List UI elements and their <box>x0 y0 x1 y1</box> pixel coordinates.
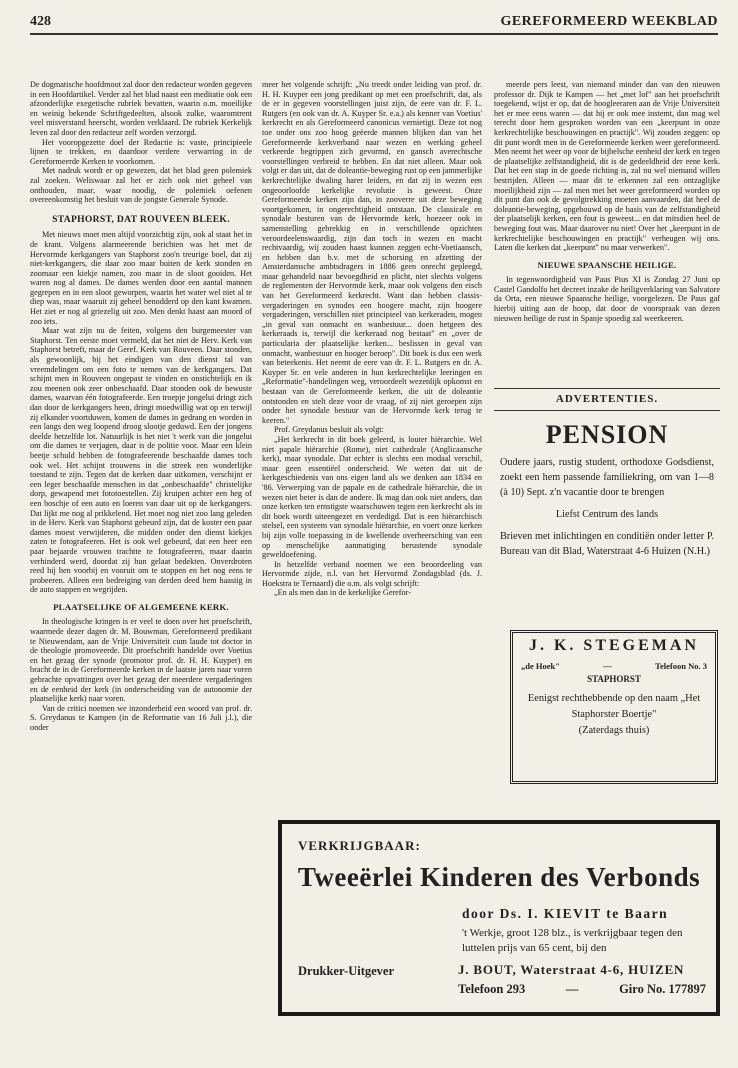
column-3 <box>494 80 720 385</box>
stegeman-text-1: Eenigst rechthebbende op den naam „Het Staphorster Boertje" <box>527 693 701 720</box>
verbonds-details: 't Werkje, groot 128 blz., is verkrijgbaar tegen den luttelen prijs van 65 cent, bij den <box>462 927 683 954</box>
paragraph: Met nieuws moet men altijd voorzichtig zijn, ook al staat het in de krant. Volgens alarmeerende berichten was het met de Hervormde kerkgangers van Staphorst zoo'n treurige boel, dat zij niet-kerkgangers, die daar zoo maar buiten de kerk stonden en zoomaar een kiekje namen, zoo maar in de sloot gooiden. Het waren nog al dames. De dames werden door een aantal mannen gegrepen en in een sloot geworpen, waarin het water wel niet al te diep was, maar waaruit zij geheel benodderd op den kant kwamen. Het ziet er nog al griezelig uit zoo. Men denkt haast aan moord of zoo iets. <box>30 230 252 326</box>
stegeman-contact-row <box>521 661 707 671</box>
pension-text-3: Brieven met inlichtingen en conditiën onder letter P. Bureau van dit Blad, Waterstraat 4-6 Huizen (N.H.) <box>500 531 714 557</box>
paragraph: Met nadruk wordt er op gewezen, dat het blad geen polemiek zal zoeken. Weliswaar zal het er zich ook niet geheel van onthouden, maar, waar noodig, de polemiek oefenen overeenkomstig het besluit van de jongste Generale Synode. <box>30 166 252 205</box>
pension-text-1: Oudere jaars, rustig student, orthodoxe Godsdienst, zoekt een hem passende familiekring, om van 1—8 (à 10) Sept. z'n vacantie door te brengen <box>500 457 714 498</box>
advertisement-rule-bottom <box>494 410 720 411</box>
stegeman-hoek: „de Hoek" <box>521 661 560 671</box>
verbonds-available: VERKRIJGBAAR: <box>298 838 421 853</box>
pension-ad <box>500 455 714 566</box>
paragraph: In theologische kringen is er veel te doen over het proefschrift, waarmede dezer dagen dr. M. Bouwman, Gereformeerd predikant te Nieuwendam, aan de Vrije Universiteit cum laude tot doctor in de theologie promoveerde. Dit proefschrift handelde over Voetius en het gezag der synode (promotor prof. dr. H. H. Kuyper) en bracht de in de Gereformeerde kerken in de laatste jaren naar voren gebrachte opvattingen over het gezag der meerdere vergaderingen en de eenheid der kerk (in onderscheiding van de autonomie der plaatselijke kerk) naar voren. <box>30 617 252 704</box>
paragraph: In tegenwoordigheid van Paus Pius XI is Zondag 27 Juni op Castel Gandolfo het decreet inzake de heiligverklaring van Salvatore da Orta, een nieuwe Spaansche heilige, voorgelezen. De Paus gaf hierbij uiting aan de hoop, dat door de voorspraak van dezen nieuwen heilige de rust in Spanje spoedig zal weerkeeren. <box>494 275 720 323</box>
page-number: 428 <box>30 14 51 29</box>
verbonds-dash: — <box>565 982 579 996</box>
paragraph: De dogmatische hoofdmoot zal door den redacteur worden gegeven in een Hoofdartikel. Verder zal het blad naast een meditatie ook een afzonderlijke exegetische rubriek bevatten, waarin o.m. moeilijke en weinig bekende Schriftgedeelten, alsook zulke, waaromtrent veel misverstand heerscht, worden verklaard. De rubriek Kerkelijk leven zal door den redacteur zelf worden verzorgd. <box>30 80 252 137</box>
verbonds-ad <box>278 820 720 1016</box>
stegeman-text <box>521 691 707 739</box>
article-heading-staphorst: STAPHORST, DAT ROUVEEN BLEEK. <box>52 213 230 225</box>
stegeman-telefoon: Telefoon No. 3 <box>655 661 707 671</box>
paragraph: Het vooropgezette doel der Redactie is: vaste, principieele lijnen te trekken, en daardoor verdere verwarring in de Gereformeerde Kerken te voorkomen. <box>30 137 252 166</box>
verbonds-publisher-label: Drukker-Uitgever <box>298 964 395 978</box>
paragraph: meerde pers leest, van niemand minder dan van den nieuwen professor dr. Dijk te Kampen — het „met lof" aan het proefschrift toegekend, wijst er op, dat de hoogleeraren aan de Vrije Universiteit het er mee eens waren — dat hij er ook mee instemt, dan mag wel terecht door hem gesproken worden van een „keerpunt in onze kerkrechtelijke beschouwingen en practijk". Wij zouden zeggen: op dit punt wordt men in de Gereformeerde kerken weer gereformeerd. Men neemt het weer op voor de bijbelsche eenheid der kerk en tegen de plaatselijke zelfstandigheid, dit is de gedeeldheid der eene kerk. Dat het een stap in de goede richting is, zal nu wel niemand willen bestrijden. Alleen — maar dit te erkennen zal een ontzaglijke moeilijkheid zijn — zal men met het weer gereformeerd worden op dit punt dan ook de gevolgtrekking moeten aanvaarden, dat heel de doleantie-beweging, opgebouwd op de basis van de zelfstandigheid der plaatselijk kerken, een fout is geweest... en dat mitsdien heel de beweging fout was. Maar daarover nu niet! Over het „keerpunt in de kerkrechtelijke beschouwingen en practijk" verheugen wij ons. Laten die kerken dat „keerpunt" nu maar verwerken". <box>494 80 720 253</box>
verbonds-author: door Ds. I. KIEVIT te Baarn <box>462 906 669 921</box>
paragraph: meer het volgende schrijft: „Nu treedt onder leiding van prof. dr. H. H. Kuyper een jong predikant op met een proefschrift, dat, als de er in gegeven voorstellingen juist zijn, de eere van dr. F. L. Rutgers (en ook van dr. A. Kuyper Sr. e.a.) als kenner van Voetius' kerkrecht en als Gereformeerd canonicus vernietigt. Deze tot nog toe onder ons zoo hoog geëerde mannen blijken dan van het Gereformeerde kerkverband naar wezen en werking geheel verkeerde begrippen zich gevormd, en gansch averechtsche voorstellingen verbreid te hebben. En dat niet alleen. Maar ook volgt er dan uit, dat de doleantie-beweging rust op een jammerlijke kerkrechtelijke dwaling harer leiders, en dat zij in wezen een ongeoorloofde kerkelijke revolutie is geweest. Onze Gereformeerde kerken zijn dan, in zooverre uit deze beweging voortgekomen, in ongerechtigheid ontstaan. De classicale en synodale besturen van de Hervormde kerk, hoezeer ook in samenstelling gebrekkig en in verschillende opzichten veroordeelenswaardig, zijn dan toch in wezen en macht rechtvaardig, wij zouden haast kunnen zeggen echt-Voetiaansch, en hebben dan b.v. met de schorsing en afzetting der Amsterdamsche ambtsdragers in 1886 geen onrecht gepleegd, maar gehandeld naar bevoegdheid en plicht, niet slechts volgens de reglementen der Hervormde kerk, maar ook volgens den eisch van het Gereformeerd kerkrecht. Want dan hebben classis-vergaderingen en synodes een hoogere macht, zijn hoogere vergaderingen, verschillen niet principieel van kerkeraden, mogen „in geval van onmacht en wanbestuur... doen hetgeen des kerkeraads is, terwijl die kerkeraad nog bestaat" en „over de particularia der plaatselijke kerken... beslissen in geval van onmacht, wanbestuur en hooger beroep". Dit boek is dus een werk van beteekenis. Het neemt de eere van dr. F. L. Rutgers en dr. A. Kuyper Sr. en vele anderen in hun kerkrechtelijke leeringen en „Reformatie"-handelingen weg, veroordeelt wezenlijk opkomst en bestaan van de Gereformeerde kerken, die uit de doleantie ontstonden en stelt deze voor de vraag, of zij niet geroepen zijn onder het synodale bestuur van de Hervormde kerk terug te keeren." <box>262 80 482 425</box>
paragraph: „Het kerkrecht in dit boek geleerd, is louter hiërarchie. Wel niet papale hiërarchie (Rome), niet cathedrale (Anglicaansche kerk), maar synodale. Dat echter is slechts een modaal verschil, maar geen essentiëel onderscheid. We weten dat uit de kerkgeschiedenis van ons eigen land als we denken aan 1834 en '86. Verwerping van de papale en de cathedrale hiërarchie, die in wezen niet beter is dan de andere. Ik mag dan ook niet anders, dan onze kerken ten ernstigste waarschuwen tegen een kerkrecht als in dit boek wordt uiteengezet en verdedigd. Dat is een hiërarchisch stelsel, een systeem van synodale hiërarchie, en voert onze kerken bij zijn volle toepassing in de kwellende overheersching van een op menschelijke aanmatiging berustende synodale geweldoefening. <box>262 434 482 560</box>
column-1 <box>30 80 252 1020</box>
stegeman-dash: — <box>603 661 612 671</box>
verbonds-title: Tweeërlei Kinderen des Verbonds <box>297 862 701 892</box>
article-heading-heilige: NIEUWE SPAANSCHE HEILIGE. <box>537 259 677 270</box>
stegeman-location: STAPHORST <box>587 674 641 684</box>
advertisement-rule-top <box>494 388 720 389</box>
paragraph: Van de critici noemen we inzonderheid een woord van prof. dr. S. Greydanus te Kampen (in de Reformatie van 16 Juli j.l.), die onder <box>30 703 252 732</box>
paragraph: Maar wat zijn nu de feiten, volgens den burgemeester van Staphorst. Ten eerste moet vermeld, dat het niet de Herv. Kerk van Staphorst betreft, maar de Geref. Kerk van Rouveen. Daar stonden, als gewoonlijk, bij het eindigen van den dienst tal van vreemdelingen om een foto te nemen van de kerkgangers. Dat schijnt men in Rouveen ongepast te vinden en onstichtelijk en ik zou meenen ook zeer onbeschaafd. Daar stonden ook de bewuste dames, waarvan één fotografeerde. Een troepje jongelui dringt zich dan door de kerkgangers heen, dringt moedwillig wat op en terwijl zij elkander voortduwen, komen de dames in gedrang en worden in een langs den weg loopend droog slootje geduwd. Een der jongens deelde hetzelfde lot. Natuurlijk is het niet 't werk van die jongelui om die dames te verjagen, daar is de politie voor. Maar een klein beetje schuld hebben de fotografeerende beschaafde dames toch ook wel. Het schijnt trouwens in die streek een wonderlijke toestand te zijn. Tegen dat de kerken daar uitkomen, verschijnt er een leger beschaafde menschen in dat „onbeschaafde" christelijke dorp, gewapend met fototoestellen. Zij kruipen achter een heg of een boschje of een auto en loeren van daar uit op de kerkgangers. Dat lijkt me nog al prikkelend. Het moet nog niet zoo lang geleden in de Herv. Kerk van Staphorst gebeurd zijn, dat de koster een paar dames moest verwijderen, die midden onder den dienst kiekjes zaten te fotografeeren. Het is ook wel gebeurd, dat een heer een paar bejaarde vrouwen trachtte te fotografeeren, maar daarin verhinderd werd, doordat zij hun gelaat bedekten. Onverdroten reed hij hen voorbij en vooruit om te stoppen en het nog eens te probeeren. Alleen een bedreiging van derden deed hem haastig in de auto stappen en wegrijden. <box>30 326 252 595</box>
paragraph: Prof. Greydanus besluit als volgt: <box>274 425 384 435</box>
verbonds-address: J. BOUT, Waterstraat 4-6, HUIZEN <box>458 962 685 977</box>
stegeman-text-2: (Zaterdags thuis) <box>578 725 650 736</box>
article-heading-plaatselijke: PLAATSELIJKE OF ALGEMEENE KERK. <box>53 601 229 612</box>
stegeman-ad <box>510 630 718 784</box>
pension-text-2: Liefst Centrum des lands <box>555 509 659 520</box>
publication-title: GEREFORMEERD WEEKBLAD <box>500 14 718 29</box>
stegeman-name: J. K. STEGEMAN <box>528 637 699 654</box>
verbonds-giro: Giro No. 177897 <box>619 982 706 996</box>
paragraph: In hetzelfde verband noemen we een beoordeeling van Hervormde zijde, n.l. van het Hervormd Zondagsblad (ds. J. Hoekstra te Ternaard) die o.m. als volgt schrijft: <box>262 559 482 588</box>
paragraph: „En als men dan in de kerkelijke Gerefor- <box>274 588 411 598</box>
verbonds-telefoon: Telefoon 293 <box>458 982 526 996</box>
column-2 <box>262 80 482 800</box>
pension-title: PENSION <box>545 420 669 449</box>
verbonds-contact-row <box>458 982 706 997</box>
header-rule <box>30 33 718 35</box>
advertisements-heading: ADVERTENTIES. <box>555 393 659 405</box>
